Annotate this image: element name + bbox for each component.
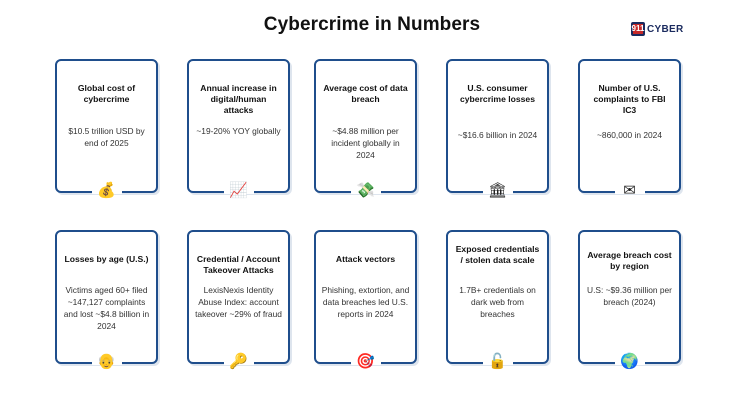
target-icon: 🎯: [356, 353, 375, 370]
stat-card-fbi-complaints: [578, 59, 681, 199]
card-value: U.S: ~$9.36 million per breach (2024): [587, 285, 672, 307]
card-heading: Attack vectors: [335, 254, 396, 264]
card-heading: Global cost of cybercrime: [77, 83, 136, 104]
unlocked-padlock-icon: 🔓: [488, 353, 507, 370]
logo-badge-icon: 911: [631, 22, 645, 36]
card-value: 1.7B+ credentials on dark web from breaches: [459, 285, 536, 319]
card-heading: Average breach cost by region: [587, 250, 672, 271]
stat-card-attack-vectors: [314, 230, 417, 370]
stat-card-exposed-credentials: [446, 230, 549, 370]
card-heading: Average cost of data breach: [323, 83, 408, 104]
card-heading: U.S. consumer cybercrime losses: [459, 83, 535, 104]
stat-card-breach-cost: [314, 59, 417, 199]
envelope-icon: ✉: [623, 182, 636, 199]
stat-card-account-takeover: [187, 230, 290, 370]
card-value: Phishing, extortion, and data breaches led U.S. reports in 2024: [321, 285, 410, 319]
card-value: ~$4.88 million per incident globally in 2024: [331, 126, 400, 160]
stat-card-annual-increase: [187, 59, 290, 199]
card-heading: Credential / Account Takeover Attacks: [196, 254, 281, 275]
card-value: Victims aged 60+ filed ~147,127 complaints and lost ~$4.8 billion in 2024: [63, 285, 150, 331]
stat-card-global-cost: [55, 59, 158, 199]
older-person-icon: 👴: [97, 353, 116, 370]
money-bag-icon: 💰: [97, 182, 116, 199]
card-heading: Exposed credentials / stolen data scale: [455, 244, 540, 265]
logo-text: CYBER: [647, 23, 684, 35]
stat-card-losses-by-age: [55, 230, 158, 370]
card-heading: Number of U.S. complaints to FBI IC3: [593, 83, 666, 115]
money-with-wings-icon: 💸: [356, 182, 375, 199]
bank-icon: 🏛: [487, 182, 508, 199]
chart-increasing-icon: 📈: [229, 182, 248, 199]
card-value: $10.5 trillion USD by end of 2025: [68, 126, 145, 148]
card-heading: Annual increase in digital/human attacks: [200, 83, 277, 115]
key-icon: 🔑: [229, 353, 248, 370]
card-value: ~$16.6 billion in 2024: [457, 130, 538, 140]
stat-card-consumer-losses: [446, 59, 549, 199]
card-value: ~860,000 in 2024: [597, 130, 662, 140]
page-title: Cybercrime in Numbers: [263, 14, 481, 35]
card-value: LexisNexis Identity Abuse Index: account takeover ~29% of fraud: [195, 285, 282, 319]
card-heading: Losses by age (U.S.): [64, 254, 149, 264]
stat-card-breach-cost-by-region: [578, 230, 681, 370]
card-value: ~19-20% YOY globally: [196, 126, 281, 136]
globe-icon: 🌍: [620, 353, 639, 370]
